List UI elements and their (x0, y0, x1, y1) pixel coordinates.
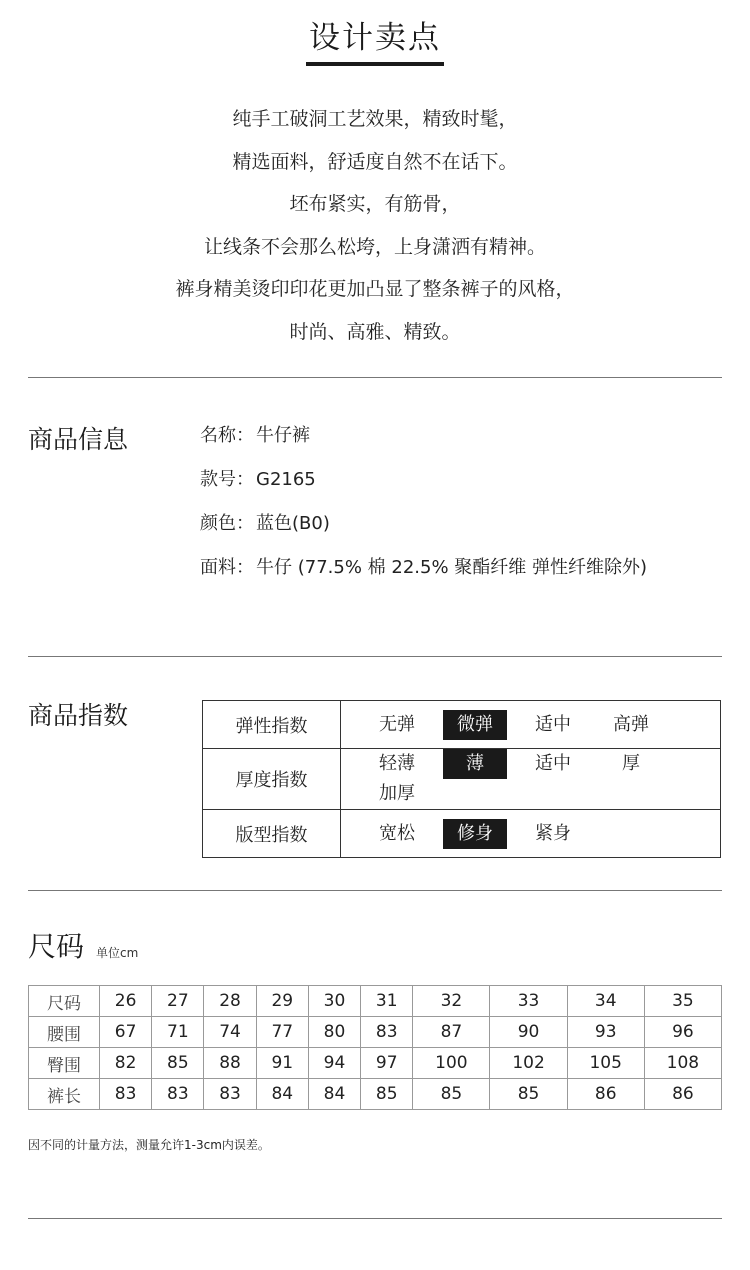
size-cell: 26 (100, 986, 152, 1017)
product-info-list (200, 420, 649, 596)
size-row (29, 986, 722, 1017)
size-cell: 29 (256, 986, 308, 1017)
info-row-color (200, 508, 649, 552)
size-unit: 单位cm (96, 946, 139, 960)
size-row (29, 1048, 722, 1079)
size-cell: 91 (256, 1048, 308, 1079)
index-option: 轻薄 (379, 753, 415, 774)
size-cell: 31 (361, 986, 413, 1017)
size-row (29, 1079, 722, 1110)
info-value: 蓝色(B0) (256, 513, 330, 534)
index-options (341, 749, 721, 810)
index-option: 适中 (535, 713, 571, 735)
size-cell: 90 (490, 1017, 567, 1048)
size-note: 因不同的计量方法，测量允许1-3cm内误差。 (28, 1138, 270, 1152)
index-row (203, 749, 721, 810)
size-cell: 80 (308, 1017, 360, 1048)
index-label: 弹性指数 (203, 701, 341, 749)
size-row-header: 腰围 (29, 1017, 100, 1048)
index-label: 厚度指数 (203, 749, 341, 810)
size-cell: 85 (361, 1079, 413, 1110)
divider (28, 1218, 722, 1219)
info-row-style-no (200, 464, 649, 508)
size-cell: 83 (100, 1079, 152, 1110)
info-row-fabric (200, 552, 649, 596)
size-row (29, 1017, 722, 1048)
size-cell: 97 (361, 1048, 413, 1079)
size-title: 尺码 (28, 930, 85, 963)
size-cell: 84 (308, 1079, 360, 1110)
index-option-selected: 修身 (443, 819, 507, 849)
size-row-header: 尺码 (29, 986, 100, 1017)
size-table (28, 985, 722, 1110)
size-cell: 34 (567, 986, 644, 1017)
size-cell: 35 (644, 986, 721, 1017)
divider (28, 890, 722, 891)
size-cell: 86 (644, 1079, 721, 1110)
info-value: 牛仔裤 (256, 425, 310, 446)
info-label: 名称： (200, 425, 254, 446)
page-title: 设计卖点 (309, 20, 441, 56)
info-value: 牛仔 (77.5% 棉 22.5% 聚酯纤维 弹性纤维除外) (256, 557, 648, 578)
index-row (203, 810, 721, 858)
size-cell: 83 (204, 1079, 256, 1110)
divider (28, 377, 722, 378)
product-info-title: 商品信息 (28, 425, 129, 454)
intro-line: 裤身精美烫印印花更加凸显了整条裤子的风格， (175, 278, 575, 300)
index-option-selected: 微弹 (443, 710, 507, 740)
intro-line: 让线条不会那么松垮，上身潇洒有精神。 (203, 235, 546, 258)
size-cell: 27 (152, 986, 204, 1017)
size-cell: 105 (567, 1048, 644, 1079)
size-cell: 84 (256, 1079, 308, 1110)
product-index-table (202, 700, 721, 858)
index-options (341, 701, 721, 749)
info-label: 面料： (200, 557, 254, 578)
index-label: 版型指数 (203, 810, 341, 858)
size-cell: 85 (413, 1079, 490, 1110)
size-cell: 93 (567, 1017, 644, 1048)
size-cell: 74 (204, 1017, 256, 1048)
index-option: 紧身 (535, 822, 571, 844)
size-cell: 30 (308, 986, 360, 1017)
index-option: 加厚 (379, 783, 415, 804)
product-index-title: 商品指数 (28, 701, 129, 730)
size-cell: 85 (490, 1079, 567, 1110)
divider (28, 656, 722, 657)
index-option: 宽松 (379, 822, 415, 844)
intro-line: 坯布紧实，有筋骨， (289, 193, 461, 215)
size-cell: 96 (644, 1017, 721, 1048)
size-row-header: 裤长 (29, 1079, 100, 1110)
intro-line: 时尚、高雅、精致。 (289, 320, 461, 343)
size-cell: 88 (204, 1048, 256, 1079)
intro-text (0, 98, 750, 353)
index-row (203, 701, 721, 749)
size-cell: 100 (413, 1048, 490, 1079)
size-cell: 86 (567, 1079, 644, 1110)
index-options (341, 810, 721, 858)
size-cell: 82 (100, 1048, 152, 1079)
title-underline (306, 62, 444, 66)
size-cell: 108 (644, 1048, 721, 1079)
size-cell: 85 (152, 1048, 204, 1079)
info-row-name (200, 420, 649, 464)
size-cell: 33 (490, 986, 567, 1017)
index-option: 高弹 (613, 713, 649, 735)
index-option: 厚 (622, 753, 640, 774)
size-cell: 102 (490, 1048, 567, 1079)
info-label: 颜色： (200, 513, 254, 534)
size-cell: 67 (100, 1017, 152, 1048)
index-option: 无弹 (379, 713, 415, 735)
size-cell: 77 (256, 1017, 308, 1048)
size-cell: 94 (308, 1048, 360, 1079)
size-cell: 83 (361, 1017, 413, 1048)
size-cell: 87 (413, 1017, 490, 1048)
intro-line: 纯手工破洞工艺效果，精致时髦， (232, 108, 518, 130)
size-row-header: 臀围 (29, 1048, 100, 1079)
index-option: 适中 (535, 753, 571, 774)
size-cell: 71 (152, 1017, 204, 1048)
info-label: 款号： (200, 469, 254, 490)
size-cell: 83 (152, 1079, 204, 1110)
info-value: G2165 (256, 469, 316, 490)
intro-line: 精选面料，舒适度自然不在话下。 (232, 150, 518, 173)
index-option-selected: 薄 (443, 749, 507, 779)
size-cell: 28 (204, 986, 256, 1017)
size-cell: 32 (413, 986, 490, 1017)
